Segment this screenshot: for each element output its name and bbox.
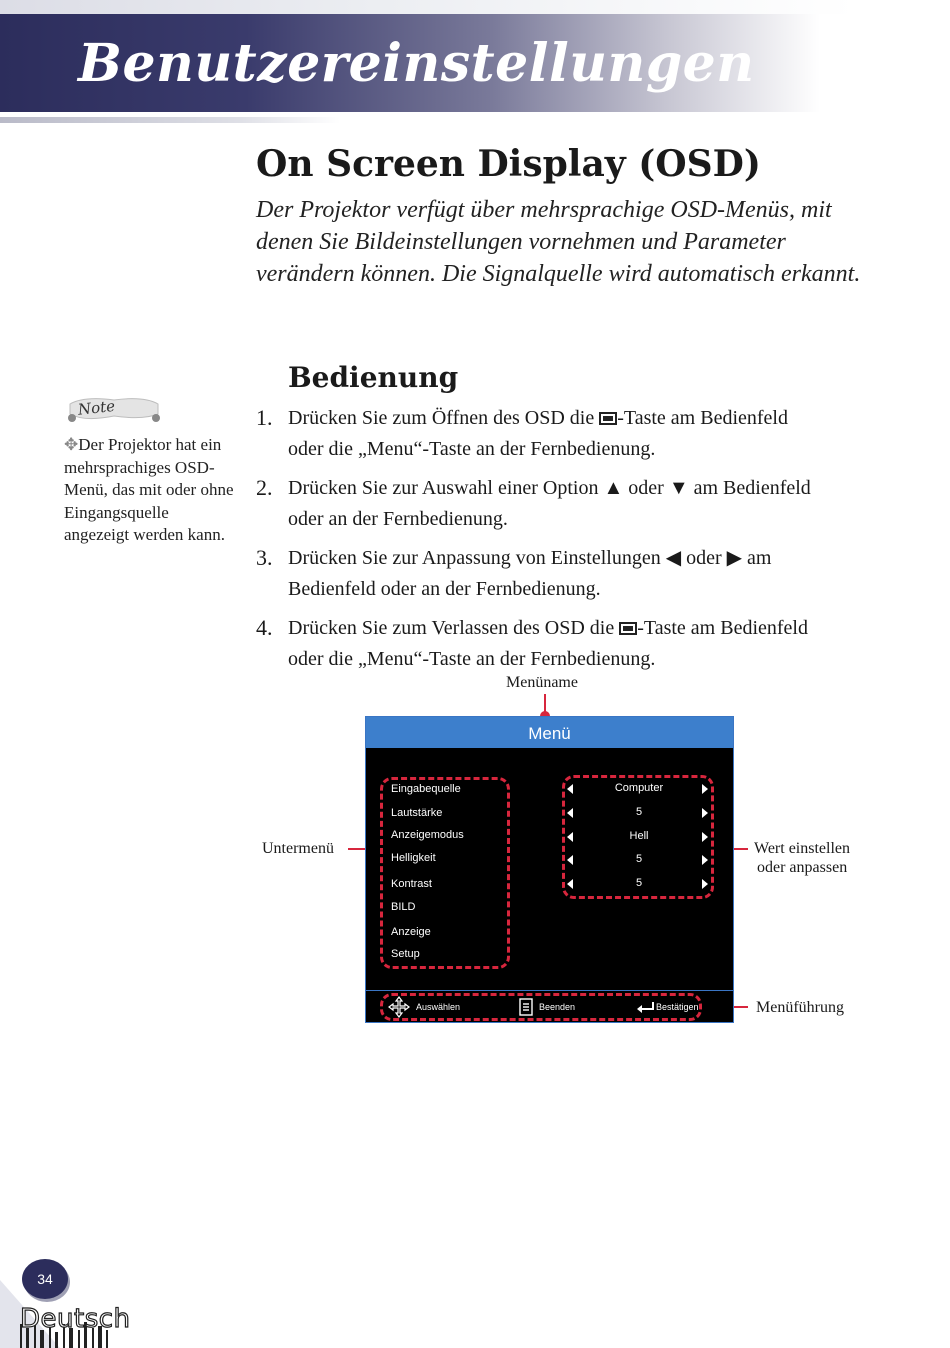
callout-menu-name: Menüname <box>506 674 578 691</box>
callout-adjust-1: Wert einstellen <box>754 840 851 857</box>
osd-value: Hell <box>629 830 649 842</box>
footer-select-label: Auswählen <box>416 1002 461 1012</box>
step-text: am <box>742 547 772 569</box>
note-badge-label: Note <box>77 396 116 419</box>
right-arrow-icon: ▶ <box>726 547 743 569</box>
enter-icon <box>636 1001 656 1015</box>
osd-menu-title: Menü <box>366 717 733 748</box>
menu-key-icon <box>619 622 637 635</box>
step-4 <box>288 613 888 675</box>
menu-icon <box>519 998 533 1016</box>
right-arrow-icon <box>702 879 708 889</box>
step-3 <box>288 543 888 605</box>
step-text: -Taste am Bedienfeld <box>637 617 808 639</box>
chapter-title: Benutzereinstellungen <box>78 33 755 94</box>
menu-key-icon <box>599 412 617 425</box>
left-arrow-icon: ◀ <box>665 547 682 569</box>
osd-value: 5 <box>635 806 643 818</box>
step-text: Drücken Sie zur Auswahl einer Option <box>288 477 604 499</box>
step-1 <box>288 403 888 465</box>
step-text: Drücken Sie zur Anpassung von Einstellungen <box>288 547 666 569</box>
page-number: 34 <box>22 1259 68 1299</box>
osd-screen <box>365 716 734 1023</box>
osd-menu-item: BILD <box>391 901 416 913</box>
osd-value: 5 <box>635 853 643 865</box>
osd-menu-item: Anzeige <box>391 926 431 938</box>
section-title: On Screen Display (OSD) <box>256 143 761 185</box>
right-arrow-icon <box>702 855 708 865</box>
section-intro: Der Projektor verfügt über mehrsprachige OSD-Menüs, mit denen Sie Bildeinstellungen vornehmen und Parameter verändern können. Die Signalquelle wird automatisch erkannt. <box>256 197 861 287</box>
osd-menu-item: Anzeigemodus <box>391 829 464 841</box>
osd-menu-item: Eingabequelle <box>391 783 461 795</box>
step-text: oder die „Menu“-Taste an der Fernbedienung. <box>288 438 656 460</box>
footer-exit-label: Beenden <box>539 1002 576 1012</box>
step-2 <box>288 473 888 535</box>
step-text: oder die „Menu“-Taste an der Fernbedienung. <box>288 648 656 670</box>
osd-menu-item: Helligkeit <box>391 852 436 864</box>
step-number: 4. <box>256 615 273 640</box>
note-bullet-icon: ✥ <box>64 435 79 454</box>
osd-value: 5 <box>635 877 643 889</box>
step-number: 3. <box>256 545 273 570</box>
note-body: Der Projektor hat ein mehrsprachiges OSD-Menü, das mit oder ohne Eingangsquelle angezeigt werden kann. <box>64 435 234 545</box>
step-text: am Bedienfeld <box>688 477 811 499</box>
osd-footer-divider <box>366 990 733 991</box>
footer-confirm-label: Bestätigen <box>656 1002 699 1012</box>
right-arrow-icon <box>702 832 708 842</box>
callout-submenu: Untermenü <box>262 840 334 857</box>
note-badge-icon <box>64 392 164 428</box>
right-arrow-icon <box>702 808 708 818</box>
step-text: oder an der Fernbedienung. <box>288 508 508 530</box>
callout-adjust-2: oder anpassen <box>757 859 848 876</box>
note-text <box>64 434 234 547</box>
step-text: oder <box>681 547 727 569</box>
step-number: 2. <box>256 475 273 500</box>
right-arrow-icon <box>702 784 708 794</box>
osd-menu-item: Lautstärke <box>391 807 443 819</box>
osd-menu-item: Setup <box>391 948 420 960</box>
osd-value: Computer <box>614 782 664 794</box>
down-arrow-icon: ▼ <box>668 477 689 499</box>
step-text: Bedienfeld oder an der Fernbedienung. <box>288 578 601 600</box>
step-text: Drücken Sie zum Verlassen des OSD die <box>288 617 620 639</box>
step-text: -Taste am Bedienfeld <box>617 407 788 429</box>
header-underline <box>0 117 340 123</box>
submenu-highlight <box>380 777 510 969</box>
operation-title: Bedienung <box>288 361 459 394</box>
navigate-icon <box>388 996 410 1018</box>
osd-menu-item: Kontrast <box>391 878 432 890</box>
top-strip <box>0 0 950 14</box>
step-text: Drücken Sie zum Öffnen des OSD die <box>288 407 600 429</box>
step-number: 1. <box>256 405 273 430</box>
step-text: oder <box>623 477 669 499</box>
up-arrow-icon: ▲ <box>603 477 624 499</box>
language-label: Deutsch <box>20 1304 131 1334</box>
callout-guide: Menüführung <box>756 999 844 1016</box>
